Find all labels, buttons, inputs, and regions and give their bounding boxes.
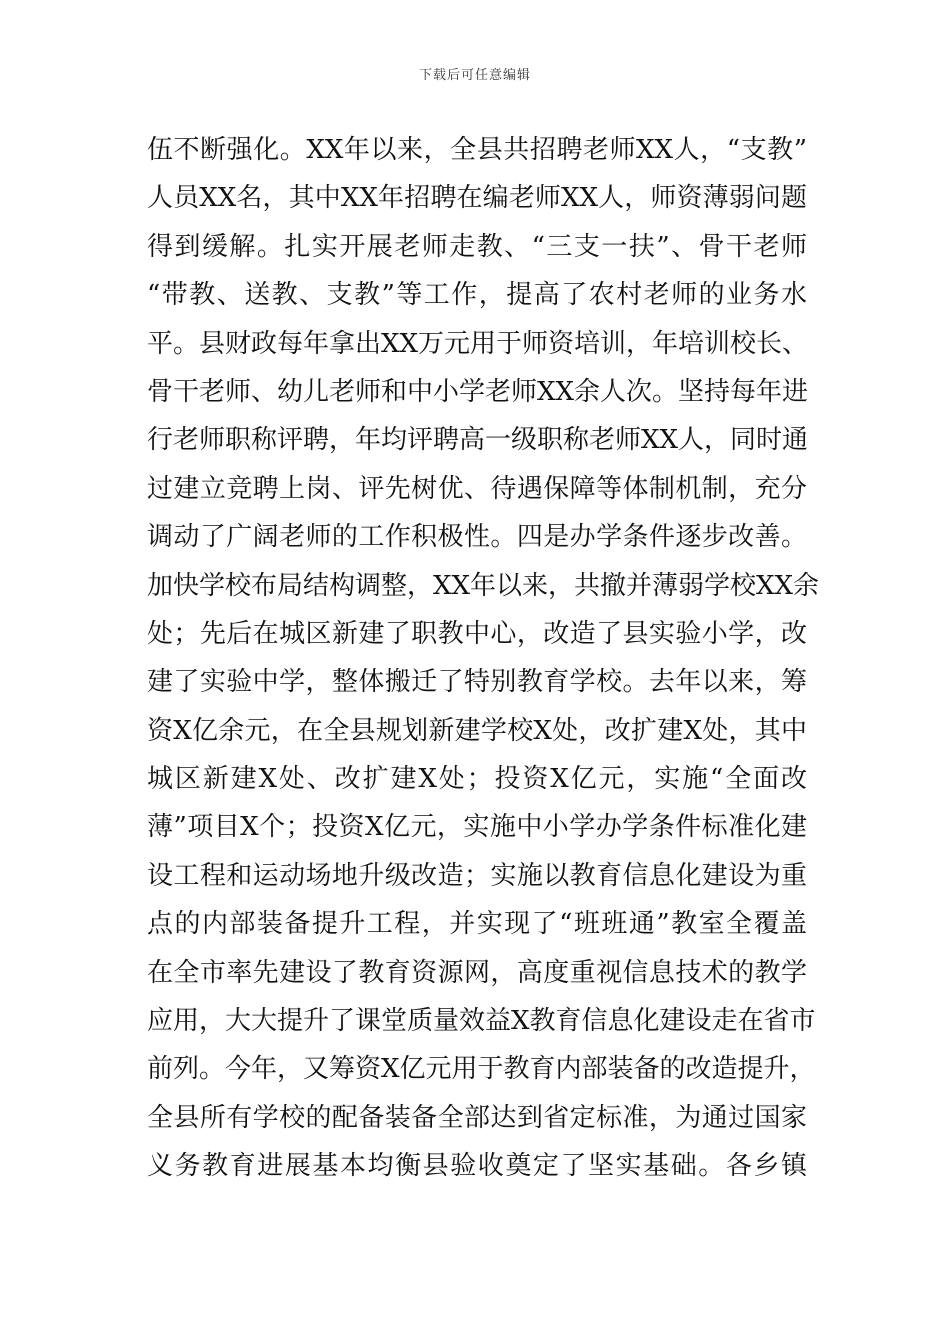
text-line-4: “带教、送教、支教”等工作，提高了农村老师的业务水 xyxy=(147,280,807,311)
text-line-8: 过建立竞聘上岗、评先树优、待遇保障等体制机制，充分 xyxy=(147,473,807,504)
text-line-20: 前列。今年，又筹资X亿元用于教育内部装备的改造提升， xyxy=(147,1054,816,1085)
text-line-13: 资X亿余元，在全县规划新建学校X处，改扩建X处，其中 xyxy=(147,715,807,746)
text-line-11: 处；先后在城区新建了职教中心，改造了县实验小学，改 xyxy=(147,618,807,649)
text-line-21: 全县所有学校的配备装备全部达到省定标准，为通过国家 xyxy=(147,1102,807,1133)
text-line-6: 骨干老师、幼儿老师和中小学老师XX余人次。坚持每年进 xyxy=(147,376,809,407)
text-line-19: 应用，大大提升了课堂质量效益X教育信息化建设走在省市 xyxy=(147,1006,816,1037)
text-line-16: 设工程和运动场地升级改造；实施以教育信息化建设为重 xyxy=(147,860,807,891)
text-line-14: 城区新建X处、改扩建X处；投资X亿元，实施“全面改 xyxy=(147,764,807,795)
text-line-3: 得到缓解。扎实开展老师走教、“三支一扶”、骨干老师 xyxy=(147,231,807,262)
text-line-7: 行老师职称评聘，年均评聘高一级职称老师XX人，同时通 xyxy=(147,425,809,456)
text-line-15: 薄”项目X个；投资X亿元，实施中小学办学条件标准化建 xyxy=(147,812,807,843)
text-line-12: 建了实验中学，整体搬迁了特别教育学校。去年以来，筹 xyxy=(147,667,807,698)
text-line-9: 调动了广阔老师的工作积极性。四是办学条件逐步改善。 xyxy=(147,522,807,553)
text-line-17: 点的内部装备提升工程，并实现了“班班通”教室全覆盖 xyxy=(147,909,807,940)
text-line-1: 伍不断强化。XX年以来，全县共招聘老师XX人，“支教” xyxy=(147,135,807,165)
page-header-note: 下载后可任意编辑 xyxy=(418,68,531,83)
body-text xyxy=(147,126,820,1191)
text-line-2: 人员XX名，其中XX年招聘在编老师XX人，师资薄弱问题 xyxy=(147,183,807,214)
text-line-18: 在全市率先建设了教育资源网，高度重视信息技术的教学 xyxy=(147,957,807,988)
text-line-5: 平。县财政每年拿出XX万元用于师资培训，年培训校长、 xyxy=(147,328,809,359)
text-line-10: 加快学校布局结构调整，XX年以来，共撤并薄弱学校XX余 xyxy=(147,570,820,601)
text-line-22: 义务教育进展基本均衡县验收奠定了坚实基础。各乡镇 xyxy=(147,1151,807,1182)
